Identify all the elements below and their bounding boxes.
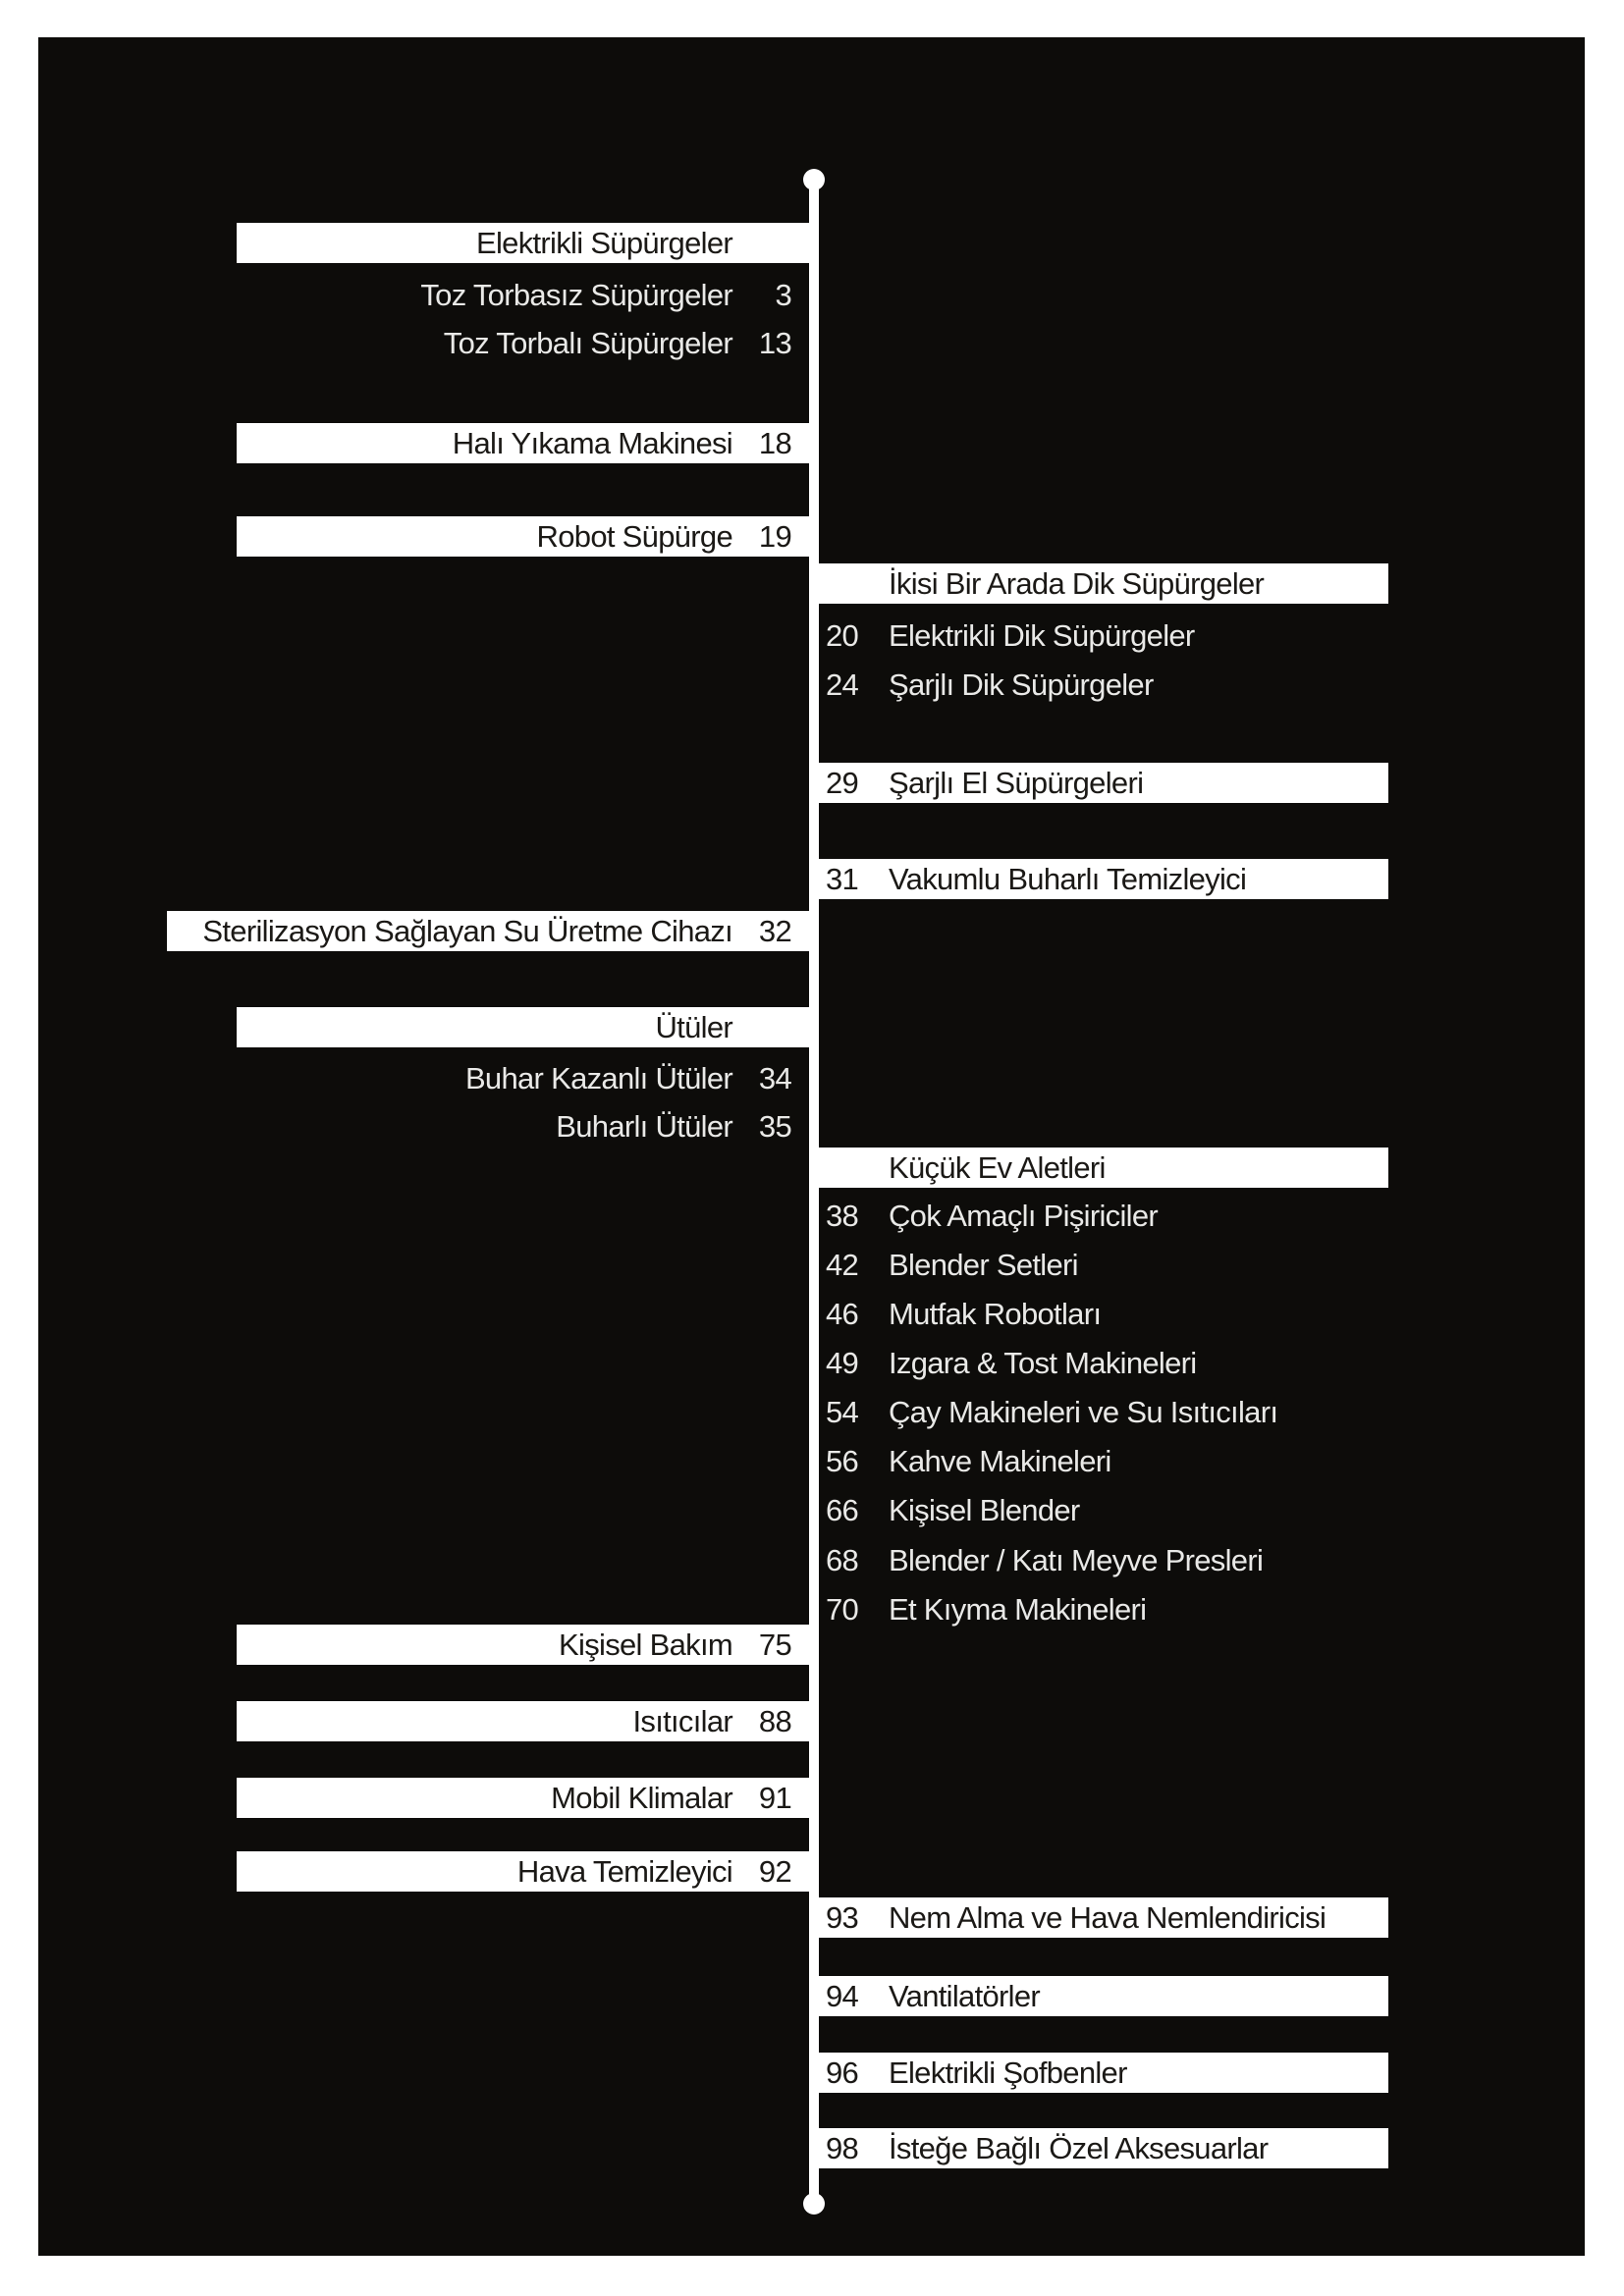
toc-entry-mutfak-robotlari[interactable]	[809, 1294, 1388, 1334]
entry-page-number: 29	[826, 765, 859, 800]
toc-entry-ikisi-bir-arada-dik-supurgeler[interactable]	[809, 563, 1388, 604]
entry-label: Kişisel Blender	[889, 1492, 1080, 1527]
entry-page-number: 38	[826, 1198, 859, 1233]
toc-entry-kahve-makineleri[interactable]	[809, 1441, 1388, 1481]
entry-label: Şarjlı El Süpürgeleri	[889, 765, 1144, 800]
entry-page-number: 94	[826, 1978, 859, 2013]
toc-entry-isiticilar[interactable]	[237, 1701, 819, 1741]
entry-label: Halı Yıkama Makinesi	[452, 425, 732, 460]
entry-label: Çok Amaçlı Pişiriciler	[889, 1198, 1158, 1233]
entry-page-number: 70	[826, 1591, 859, 1627]
entry-label: Elektrikli Dik Süpürgeler	[889, 617, 1195, 653]
toc-entry-sterilizasyon-su-uretme-cihazi[interactable]	[167, 911, 819, 951]
toc-entry-vakumlu-buharli-temizleyici[interactable]	[809, 859, 1388, 899]
entry-page-number: 32	[758, 913, 791, 948]
toc-entry-kisisel-bakim[interactable]	[237, 1625, 819, 1665]
entry-label: Sterilizasyon Sağlayan Su Üretme Cihazı	[202, 913, 732, 948]
toc-entry-elektrikli-supurgeler[interactable]	[237, 223, 819, 263]
entry-page-number: 18	[758, 425, 791, 460]
black-content-panel	[38, 37, 1585, 2256]
entry-label: Blender Setleri	[889, 1247, 1078, 1282]
toc-entry-hava-temizleyici[interactable]	[237, 1851, 819, 1892]
toc-entry-vantilatorler[interactable]	[809, 1976, 1388, 2016]
entry-page-number: 46	[826, 1296, 859, 1331]
toc-entry-izgara-tost-makineleri[interactable]	[809, 1343, 1388, 1383]
divider-dot-bottom	[803, 2193, 825, 2215]
entry-page-number: 98	[826, 2130, 859, 2165]
entry-page-number: 35	[758, 1108, 791, 1144]
entry-page-number: 96	[826, 2055, 859, 2090]
entry-page-number: 68	[826, 1542, 859, 1577]
toc-entry-et-kiyma-makineleri[interactable]	[809, 1589, 1388, 1629]
toc-entry-cok-amacli-pisiriciler[interactable]	[809, 1196, 1388, 1236]
entry-label: Kişisel Bakım	[559, 1627, 732, 1662]
entry-label: Hava Temizleyici	[516, 1853, 732, 1889]
entry-page-number: 88	[758, 1703, 791, 1738]
entry-label: Elektrikli Şofbenler	[889, 2055, 1127, 2090]
entry-page-number: 75	[758, 1627, 791, 1662]
toc-entry-elektrikli-sofbenler[interactable]	[809, 2053, 1388, 2093]
entry-page-number: 31	[826, 861, 859, 896]
toc-entry-kisisel-blender[interactable]	[809, 1490, 1388, 1530]
entry-page-number: 91	[758, 1780, 791, 1815]
entry-label: İsteğe Bağlı Özel Aksesuarlar	[889, 2130, 1269, 2165]
toc-entry-hali-yikama-makinesi[interactable]	[237, 423, 819, 463]
entry-page-number: 20	[826, 617, 859, 653]
entry-label: Et Kıyma Makineleri	[889, 1591, 1147, 1627]
entry-label: Mobil Klimalar	[551, 1780, 732, 1815]
entry-label: Toz Torbasız Süpürgeler	[420, 277, 732, 312]
entry-label: Ütüler	[655, 1009, 732, 1044]
entry-page-number: 24	[826, 667, 859, 702]
toc-entry-sarjli-el-supurgeleri[interactable]	[809, 763, 1388, 803]
entry-page-number: 92	[758, 1853, 791, 1889]
entry-label: Küçük Ev Aletleri	[889, 1149, 1106, 1185]
toc-entry-toz-torbasiz-supurgeler[interactable]	[237, 275, 819, 315]
entry-label: Kahve Makineleri	[889, 1443, 1111, 1478]
toc-entry-buhar-kazanli-utuler[interactable]	[237, 1058, 819, 1098]
entry-label: Şarjlı Dik Süpürgeler	[889, 667, 1154, 702]
toc-entry-nem-alma-hava-nemlendiricisi[interactable]	[809, 1897, 1388, 1938]
entry-page-number: 19	[758, 518, 791, 554]
toc-entry-kucuk-ev-aletleri[interactable]	[809, 1148, 1388, 1188]
entry-page-number: 3	[775, 277, 791, 312]
toc-entry-sarjli-dik-supurgeler[interactable]	[809, 665, 1388, 705]
toc-entry-istege-bagli-ozel-aksesuarlar[interactable]	[809, 2128, 1388, 2168]
toc-entry-buharli-utuler[interactable]	[237, 1106, 819, 1147]
entry-label: Nem Alma ve Hava Nemlendiricisi	[889, 1899, 1326, 1935]
toc-entry-blender-kati-meyve-presleri[interactable]	[809, 1540, 1388, 1580]
entry-label: Elektrikli Süpürgeler	[476, 225, 732, 260]
entry-page-number: 49	[826, 1345, 859, 1380]
entry-page-number: 56	[826, 1443, 859, 1478]
entry-label: Vakumlu Buharlı Temizleyici	[889, 861, 1247, 896]
entry-page-number: 42	[826, 1247, 859, 1282]
entry-label: Isıtıcılar	[632, 1703, 732, 1738]
entry-label: Buharlı Ütüler	[556, 1108, 732, 1144]
entry-page-number: 13	[758, 325, 791, 360]
toc-entry-cay-makineleri-su-isiticilari[interactable]	[809, 1392, 1388, 1432]
toc-entry-elektrikli-dik-supurgeler[interactable]	[809, 615, 1388, 656]
entry-page-number: 34	[758, 1060, 791, 1095]
toc-entry-robot-supurge[interactable]	[237, 516, 819, 557]
entry-page-number: 93	[826, 1899, 859, 1935]
toc-entry-mobil-klimalar[interactable]	[237, 1778, 819, 1818]
toc-entry-toz-torbali-supurgeler[interactable]	[237, 323, 819, 363]
entry-label: Toz Torbalı Süpürgeler	[443, 325, 732, 360]
divider-dot-top	[803, 169, 825, 190]
entry-label: Vantilatörler	[889, 1978, 1041, 2013]
entry-label: Çay Makineleri ve Su Isıtıcıları	[889, 1394, 1278, 1429]
entry-page-number: 66	[826, 1492, 859, 1527]
entry-label: Izgara & Tost Makineleri	[889, 1345, 1197, 1380]
toc-entry-utuler[interactable]	[237, 1007, 819, 1047]
entry-label: İkisi Bir Arada Dik Süpürgeler	[889, 565, 1265, 601]
entry-page-number: 54	[826, 1394, 859, 1429]
entry-label: Blender / Katı Meyve Presleri	[889, 1542, 1264, 1577]
entry-label: Buhar Kazanlı Ütüler	[464, 1060, 732, 1095]
entry-label: Robot Süpürge	[536, 518, 732, 554]
entry-label: Mutfak Robotları	[889, 1296, 1102, 1331]
toc-entry-blender-setleri[interactable]	[809, 1245, 1388, 1285]
